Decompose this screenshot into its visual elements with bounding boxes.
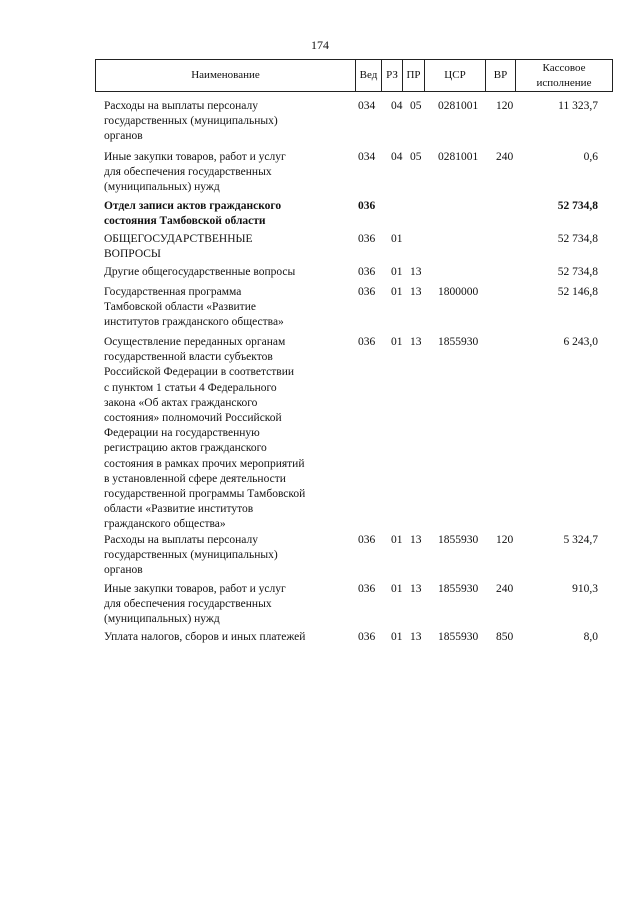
header-vr: ВР <box>486 60 516 91</box>
row-name-line: в установленной сфере деятельности <box>104 472 286 485</box>
row-rz: 04 <box>391 100 403 112</box>
row-pr: 13 <box>410 286 422 298</box>
row-rz: 01 <box>391 336 403 348</box>
row-name-line: Тамбовской области «Развитие <box>104 301 256 314</box>
row-name-line: Отдел записи актов гражданского <box>104 200 282 212</box>
row-csr: 1855930 <box>438 534 479 546</box>
page-number: 174 <box>311 38 329 52</box>
row-ved: 036 <box>358 534 376 546</box>
row-name-line: Иные закупки товаров, работ и услуг <box>104 583 286 595</box>
row-pr: 05 <box>410 151 422 163</box>
row-name-line: Федерации на государственную <box>104 427 260 440</box>
row-name <box>104 99 354 145</box>
row-name-line: закона «Об актах гражданского <box>104 396 258 409</box>
row-name-line: для обеспечения государственных <box>104 598 272 611</box>
table-header <box>95 59 613 92</box>
row-ved: 036 <box>358 233 376 245</box>
row-name-line: Иные закупки товаров, работ и услуг <box>104 151 286 163</box>
header-pr: ПР <box>403 60 425 91</box>
row-ved: 036 <box>358 200 376 212</box>
row-vr: 240 <box>496 583 514 595</box>
row-rz: 01 <box>391 583 403 595</box>
row-name-line: ОБЩЕГОСУДАРСТВЕННЫЕ <box>104 233 253 245</box>
row-name <box>104 285 354 331</box>
row-rz: 01 <box>391 233 403 245</box>
row-pr: 13 <box>410 534 422 546</box>
row-name-line: (муниципальных) нужд <box>104 181 220 194</box>
row-name <box>104 232 354 262</box>
row-csr: 1855930 <box>438 336 479 348</box>
row-name-line: Расходы на выплаты персоналу <box>104 100 258 112</box>
row-name-line: (муниципальных) нужд <box>104 613 220 626</box>
header-ved: Вед <box>356 60 382 91</box>
row-name <box>104 582 354 628</box>
row-name-line: Российской Федерации в соответствии <box>104 366 295 379</box>
row-name-line: органов <box>104 130 143 143</box>
row-name-line: области «Развитие институтов <box>104 503 254 516</box>
row-name-line: с пунктом 1 статьи 4 Федерального <box>104 381 277 394</box>
header-amount-line2: исполнение <box>536 76 592 89</box>
row-name-line: Осуществление переданных органам <box>104 336 286 348</box>
row-ved: 036 <box>358 336 376 348</box>
row-ved: 034 <box>358 151 376 163</box>
row-rz: 01 <box>391 631 403 643</box>
header-rz: РЗ <box>382 60 403 91</box>
row-name-line: Уплата налогов, сборов и иных платежей <box>104 631 306 643</box>
row-amount: 52 146,8 <box>557 286 598 298</box>
row-name-line: Другие общегосударственные вопросы <box>104 266 296 278</box>
row-pr: 13 <box>410 583 422 595</box>
row-name <box>104 630 354 645</box>
row-amount: 52 734,8 <box>557 233 598 245</box>
row-name-line: государственной программы Тамбовской <box>104 488 306 501</box>
row-name-line: состояния в рамках прочих мероприятий <box>104 457 305 470</box>
row-name <box>104 265 354 280</box>
header-amount <box>516 60 612 91</box>
row-csr: 1855930 <box>438 583 479 595</box>
row-name-line: состояния Тамбовской области <box>104 215 266 228</box>
row-name-line: регистрацию актов гражданского <box>104 442 267 455</box>
row-name-line: государственной власти субъектов <box>104 351 273 364</box>
row-name <box>104 533 354 579</box>
row-name-line: состояния» полномочий Российской <box>104 412 282 425</box>
header-amount-line1: Кассовое <box>542 61 586 74</box>
row-amount: 5 324,7 <box>563 534 598 546</box>
row-pr: 05 <box>410 100 422 112</box>
row-rz: 01 <box>391 286 403 298</box>
row-amount: 52 734,8 <box>557 266 598 278</box>
row-name-line: Государственная программа <box>104 286 242 298</box>
row-pr: 13 <box>410 266 422 278</box>
row-amount: 52 734,8 <box>557 200 598 212</box>
row-csr: 0281001 <box>438 100 479 112</box>
row-amount: 11 323,7 <box>558 100 598 112</box>
row-ved: 036 <box>358 583 376 595</box>
row-csr: 0281001 <box>438 151 479 163</box>
row-name <box>104 335 354 533</box>
header-csr: ЦСР <box>425 60 486 91</box>
row-name-line: государственных (муниципальных) <box>104 115 278 128</box>
row-name <box>104 199 354 229</box>
row-csr: 1800000 <box>438 286 479 298</box>
row-rz: 04 <box>391 151 403 163</box>
row-name-line: Расходы на выплаты персоналу <box>104 534 258 546</box>
row-ved: 034 <box>358 100 376 112</box>
row-vr: 240 <box>496 151 514 163</box>
row-name-line: ВОПРОСЫ <box>104 248 161 261</box>
row-vr: 850 <box>496 631 514 643</box>
row-name-line: государственных (муниципальных) <box>104 549 278 562</box>
row-ved: 036 <box>358 286 376 298</box>
row-name <box>104 150 354 196</box>
row-ved: 036 <box>358 631 376 643</box>
row-name-line: органов <box>104 564 143 577</box>
row-amount: 8,0 <box>583 631 598 643</box>
row-pr: 13 <box>410 336 422 348</box>
header-name: Наименование <box>96 60 356 91</box>
row-ved: 036 <box>358 266 376 278</box>
row-name-line: гражданского общества» <box>104 518 226 531</box>
row-amount: 910,3 <box>572 583 598 595</box>
row-rz: 01 <box>391 266 403 278</box>
row-csr: 1855930 <box>438 631 479 643</box>
row-rz: 01 <box>391 534 403 546</box>
row-amount: 6 243,0 <box>563 336 598 348</box>
row-name-line: институтов гражданского общества» <box>104 316 284 329</box>
row-vr: 120 <box>496 534 514 546</box>
row-name-line: для обеспечения государственных <box>104 166 272 179</box>
row-amount: 0,6 <box>583 151 598 163</box>
row-pr: 13 <box>410 631 422 643</box>
row-vr: 120 <box>496 100 514 112</box>
